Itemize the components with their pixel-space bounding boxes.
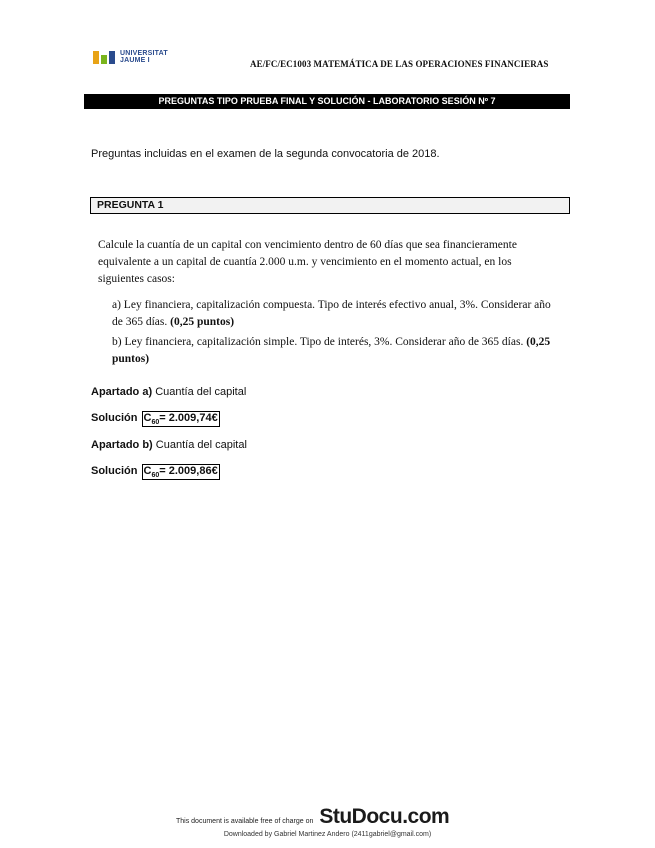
case-a-points: (0,25 puntos) (170, 316, 235, 328)
university-logo (93, 50, 168, 64)
solution-a-subscript: 60 (151, 419, 160, 427)
answer-a-heading (91, 386, 246, 398)
answer-a-label: Apartado a) (91, 386, 153, 398)
question-statement: Calcule la cuantía de un capital con vencimiento dentro de 60 días que sea financieramente equivalente a un capital de cuantía 2.000 u.m. y vencimiento en el momento actual, en los siguientes casos: (98, 239, 517, 285)
answer-b-heading (91, 439, 247, 451)
logo-text (120, 50, 168, 64)
logo-mark-icon (93, 50, 115, 64)
footer-download-note: Downloaded by Gabriel Martinez Andero (2411gabriel@gmail.com) (223, 831, 432, 838)
brand-name: StuDocu (319, 805, 403, 828)
question-header (90, 197, 570, 214)
answer-a-text: Cuantía del capital (155, 386, 247, 398)
case-b-points: (0,25 puntos) (112, 336, 551, 365)
intro-text: Preguntas incluidas en el examen de la segunda convocatoria de 2018. (91, 148, 440, 160)
solution-a-symbol: C (143, 412, 152, 424)
case-a-text: a) Ley financiera, capitalización compuesta. Tipo de interés efectivo anual, 3%. Considerar año de 365 días. (112, 299, 551, 328)
solution-b-subscript: 60 (151, 472, 160, 480)
solution-b-symbol: C (143, 465, 152, 477)
brand-domain: .com (402, 805, 450, 828)
solution-a (91, 411, 220, 427)
question-title: PREGUNTA 1 (97, 199, 164, 211)
case-a (112, 297, 552, 331)
logo-line1: UNIVERSITAT (120, 50, 168, 57)
section-banner: PREGUNTAS TIPO PRUEBA FINAL Y SOLUCIÓN - LABORATORIO SESIÓN Nº 7 (84, 94, 570, 109)
solution-b-value: = 2.009,86€ (159, 465, 218, 477)
solution-a-value: = 2.009,74€ (159, 412, 218, 424)
studocu-logo[interactable] (319, 805, 449, 829)
answer-b-label: Apartado b) (91, 439, 153, 451)
solution-b-label: Solución (91, 465, 138, 477)
answer-b-text: Cuantía del capital (155, 439, 247, 451)
solution-a-box (142, 411, 220, 427)
footer-availability (176, 805, 449, 829)
logo-line2: JAUME I (120, 57, 150, 64)
solution-b-box (142, 464, 220, 480)
solution-a-label: Solución (91, 412, 138, 424)
footer-available-text: This document is available free of charge on (176, 818, 314, 825)
solution-b (91, 464, 220, 480)
case-b (112, 334, 552, 368)
course-title: AE/FC/EC1003 MATEMÁTICA DE LAS OPERACIONES FINANCIERAS (250, 59, 549, 69)
case-b-text: b) Ley financiera, capitalización simple. Tipo de interés, 3%. Considerar año de 365 días. (112, 336, 524, 348)
